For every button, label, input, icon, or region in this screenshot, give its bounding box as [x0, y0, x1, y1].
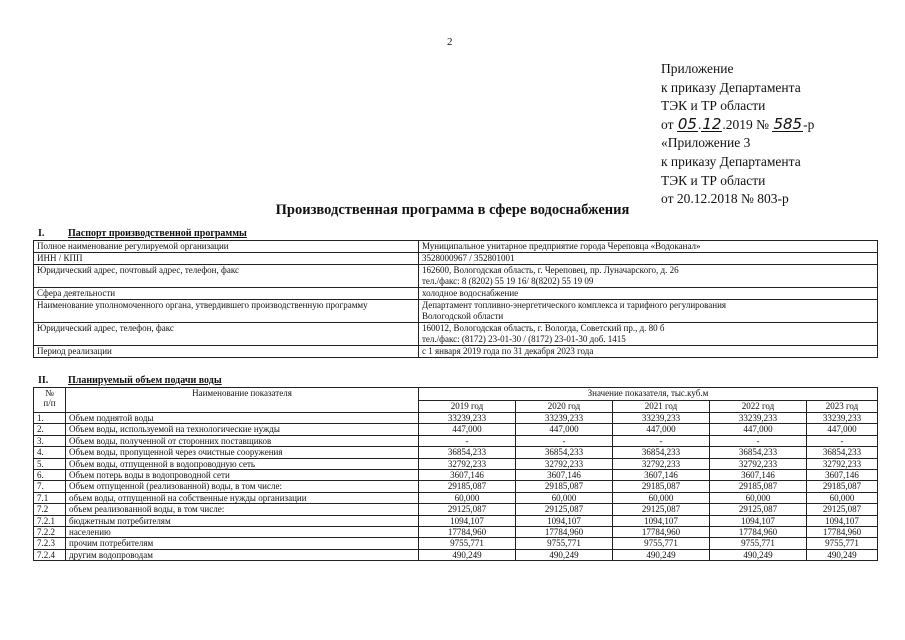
row-number: 7.2: [34, 504, 66, 515]
passport-label: Сфера деятельности: [34, 288, 419, 300]
row-value: -: [710, 435, 807, 446]
row-name: населению: [66, 527, 419, 538]
handwritten-day: 05: [677, 114, 697, 133]
row-value: -: [516, 435, 613, 446]
table-row: [34, 346, 878, 358]
row-number: 7.: [34, 481, 66, 492]
row-value: 60,000: [710, 492, 807, 503]
row-value: 32792,233: [419, 458, 516, 469]
row-value: 490,249: [419, 549, 516, 560]
row-value: 29185,087: [419, 481, 516, 492]
row-name: Объем отпущенной (реализованной) воды, в том числе:: [66, 481, 419, 492]
row-value: 17784,960: [419, 527, 516, 538]
passport-value: [419, 265, 878, 288]
row-value: 1094,107: [710, 515, 807, 526]
row-number: 7.2.3: [34, 538, 66, 549]
handwritten-order-number: 585: [773, 114, 803, 133]
row-value: 3607,146: [807, 470, 878, 481]
row-value: 17784,960: [710, 527, 807, 538]
section-2-title: Планируемый объем подачи воды: [68, 375, 222, 386]
row-value: 1094,107: [807, 515, 878, 526]
row-value: 36854,233: [613, 447, 710, 458]
row-value: 29185,087: [807, 481, 878, 492]
row-value: 29125,087: [807, 504, 878, 515]
table-row: [34, 424, 878, 435]
row-value: 490,249: [710, 549, 807, 560]
row-number: 6.: [34, 470, 66, 481]
header-name: Наименование показателя: [66, 388, 419, 413]
row-value: 9755,771: [807, 538, 878, 549]
row-value: 490,249: [807, 549, 878, 560]
date-prefix: от: [661, 116, 674, 132]
row-value: 447,000: [710, 424, 807, 435]
row-value: 33239,233: [807, 413, 878, 424]
row-value: 29185,087: [613, 481, 710, 492]
row-value: 60,000: [419, 492, 516, 503]
header-year: 2022 год: [710, 400, 807, 413]
row-value: 1094,107: [419, 515, 516, 526]
row-value: 36854,233: [807, 447, 878, 458]
water-volume-table: [33, 387, 878, 561]
passport-value: с 1 января 2019 года по 31 декабря 2023 года: [419, 346, 878, 358]
passport-value: [419, 323, 878, 346]
row-value: 29185,087: [710, 481, 807, 492]
table-row: [34, 300, 878, 323]
section-1-number: I.: [38, 228, 45, 239]
table-row: [34, 241, 878, 253]
appendix-block: [661, 60, 814, 209]
row-value: 447,000: [613, 424, 710, 435]
header-year: 2019 год: [419, 400, 516, 413]
table-row: [34, 265, 878, 288]
row-number: 7.2.1: [34, 515, 66, 526]
passport-value: 3528000967 / 352801001: [419, 253, 878, 265]
passport-label: Юридический адрес, почтовый адрес, телефон, факс: [34, 265, 419, 288]
row-value: 29125,087: [516, 504, 613, 515]
passport-value-line: 160012, Вологодская область, г. Вологда, Советский пр., д. 80 б: [422, 323, 665, 333]
row-value: 60,000: [516, 492, 613, 503]
appendix-date-line: от 05.12.2019 № 585-р: [661, 114, 815, 133]
row-value: 17784,960: [516, 527, 613, 538]
appendix-line: к приказу Департамента: [661, 79, 801, 95]
row-name: объем воды, отпущенной на собственные нужды организации: [66, 492, 419, 503]
row-value: 3607,146: [613, 470, 710, 481]
row-value: 29125,087: [613, 504, 710, 515]
appendix-line: «Приложение 3: [661, 135, 751, 151]
row-number: 7.1: [34, 492, 66, 503]
header-year: 2021 год: [613, 400, 710, 413]
row-value: 17784,960: [807, 527, 878, 538]
table-row: [34, 288, 878, 300]
row-number: 5.: [34, 458, 66, 469]
row-value: 32792,233: [807, 458, 878, 469]
table-row: [34, 413, 878, 424]
header-year: 2020 год: [516, 400, 613, 413]
row-value: 32792,233: [613, 458, 710, 469]
table-row: [34, 435, 878, 446]
passport-label: Наименование уполномоченного органа, утвердившего производственную программу: [34, 300, 419, 323]
table-row: [34, 538, 878, 549]
section-2-heading: [38, 375, 222, 386]
row-name: бюджетным потребителям: [66, 515, 419, 526]
appendix-line: к приказу Департамента: [661, 153, 801, 169]
section-2-number: II.: [38, 375, 49, 386]
row-name: Объем воды, пропущенной через очистные сооружения: [66, 447, 419, 458]
row-value: 490,249: [613, 549, 710, 560]
passport-value-line: тел./факс: 8 (8202) 55 19 16/ 8(8202) 55 19 09: [422, 275, 594, 286]
row-value: 1094,107: [613, 515, 710, 526]
row-value: 33239,233: [613, 413, 710, 424]
appendix-line: ТЭК и ТР области: [661, 172, 766, 188]
row-value: 447,000: [807, 424, 878, 435]
row-value: 36854,233: [710, 447, 807, 458]
row-value: 3607,146: [419, 470, 516, 481]
row-value: 17784,960: [613, 527, 710, 538]
row-number: 1.: [34, 413, 66, 424]
row-number: 7.2.2: [34, 527, 66, 538]
table-row: [34, 549, 878, 560]
row-name: Объем воды, отпущенной в водопроводную сеть: [66, 458, 419, 469]
row-name: объем реализованной воды, в том числе:: [66, 504, 419, 515]
passport-label: Период реализации: [34, 346, 419, 358]
row-value: 3607,146: [710, 470, 807, 481]
row-value: -: [613, 435, 710, 446]
row-value: 32792,233: [710, 458, 807, 469]
table-row: [34, 458, 878, 469]
table-row: [34, 504, 878, 515]
row-value: 9755,771: [710, 538, 807, 549]
section-1-heading: [38, 228, 247, 239]
header-year: 2023 год: [807, 400, 878, 413]
row-name: Объем воды, используемой на технологические нужды: [66, 424, 419, 435]
header-num-cell: [34, 388, 66, 413]
row-name: Объем потерь воды в водопроводной сети: [66, 470, 419, 481]
row-value: 29125,087: [710, 504, 807, 515]
row-value: 9755,771: [613, 538, 710, 549]
passport-value: холодное водоснабжение: [419, 288, 878, 300]
header-row: [34, 388, 878, 401]
table-row: [34, 447, 878, 458]
row-value: 9755,771: [419, 538, 516, 549]
date-year: .2019 №: [722, 116, 770, 132]
row-value: 9755,771: [516, 538, 613, 549]
row-name: Объем поднятой воды: [66, 413, 419, 424]
row-value: 36854,233: [516, 447, 613, 458]
page-number: 2: [447, 36, 453, 48]
row-value: -: [807, 435, 878, 446]
row-value: 60,000: [807, 492, 878, 503]
row-number: 2.: [34, 424, 66, 435]
passport-value-line: тел./факс: (8172) 23-01-30 / (8172) 23-01-30 доб. 1415: [422, 333, 626, 344]
passport-value-line: 162600, Вологодская область, г. Череповец, пр. Луначарского, д. 26: [422, 265, 679, 275]
passport-value-line: Департамент топливно-энергетического комплекса и тарифного регулирования: [422, 300, 727, 310]
order-suffix: -р: [803, 116, 815, 132]
header-values: Значение показателя, тыс.куб.м: [419, 388, 878, 401]
row-value: 33239,233: [516, 413, 613, 424]
passport-label: ИНН / КПП: [34, 253, 419, 265]
table-row: [34, 527, 878, 538]
row-value: 32792,233: [516, 458, 613, 469]
passport-value: [419, 300, 878, 323]
row-value: 1094,107: [516, 515, 613, 526]
table-row: [34, 492, 878, 503]
row-name: другим водопроводам: [66, 549, 419, 560]
row-value: 29185,087: [516, 481, 613, 492]
header-num: №: [45, 388, 54, 398]
volume-table-body: [34, 413, 878, 561]
row-value: 36854,233: [419, 447, 516, 458]
row-name: Объем воды, полученной от сторонних поставщиков: [66, 435, 419, 446]
table-row: [34, 323, 878, 346]
handwritten-month: 12: [702, 114, 722, 133]
table-row: [34, 515, 878, 526]
row-value: 3607,146: [516, 470, 613, 481]
table-row: [34, 481, 878, 492]
row-name: прочим потребителям: [66, 538, 419, 549]
document-title: Производственная программа в сфере водоснабжения: [275, 202, 630, 218]
row-value: 33239,233: [419, 413, 516, 424]
appendix-line: от 20.12.2018 № 803-р: [661, 191, 789, 207]
section-1-title: Паспорт производственной программы: [68, 228, 247, 239]
row-value: 29125,087: [419, 504, 516, 515]
header-num-sub: п/п: [43, 398, 56, 408]
row-value: 447,000: [516, 424, 613, 435]
row-value: 490,249: [516, 549, 613, 560]
table-row: [34, 253, 878, 265]
row-number: 4.: [34, 447, 66, 458]
row-value: 60,000: [613, 492, 710, 503]
passport-label: Юридический адрес, телефон, факс: [34, 323, 419, 346]
row-number: 3.: [34, 435, 66, 446]
passport-value-line: Вологодской области: [422, 310, 504, 321]
row-number: 7.2.4: [34, 549, 66, 560]
appendix-line: ТЭК и ТР области: [661, 98, 766, 114]
row-value: -: [419, 435, 516, 446]
passport-value: Муниципальное унитарное предприятие города Череповца «Водоканал»: [419, 241, 878, 253]
row-value: 447,000: [419, 424, 516, 435]
table-row: [34, 470, 878, 481]
row-value: 33239,233: [710, 413, 807, 424]
passport-label: Полное наименование регулируемой организации: [34, 241, 419, 253]
passport-table: [33, 240, 878, 358]
appendix-line: Приложение: [661, 61, 734, 76]
